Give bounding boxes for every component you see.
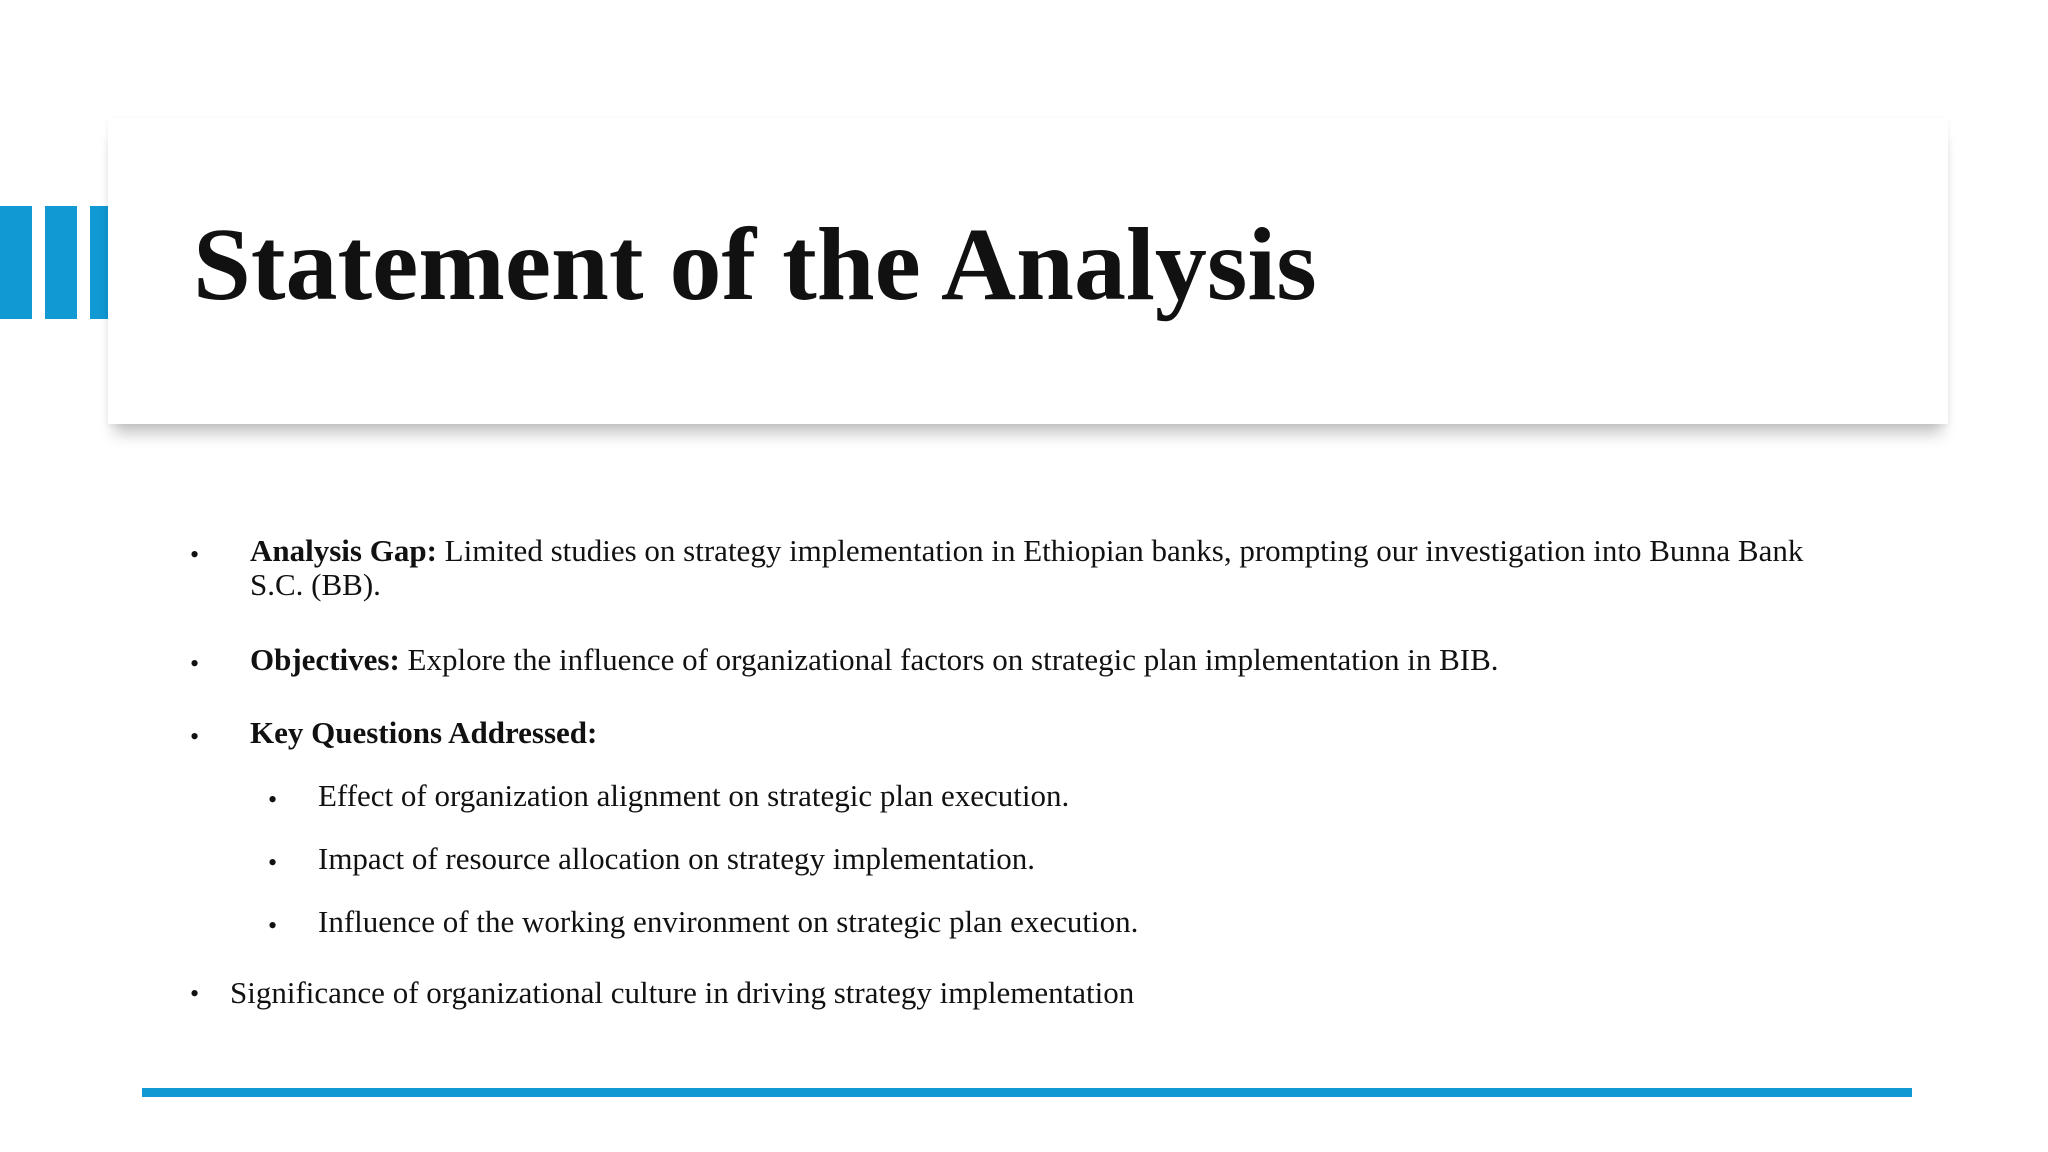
sub-bullet-text: Impact of resource allocation on strategy implementation. [318, 841, 1036, 876]
bullet-label: Analysis Gap: [250, 533, 437, 568]
bullet-text: Significance of organizational culture in driving strategy implementation [230, 975, 1135, 1010]
bullet-text [250, 534, 1810, 602]
bullet-text [250, 716, 1810, 750]
sub-bullet-text: Effect of organization alignment on strategic plan execution. [318, 778, 1070, 813]
bullet-icon: • [268, 785, 278, 814]
bullet-icon: • [268, 911, 278, 940]
slide-title: Statement of the Analysis [193, 207, 1317, 322]
bullet-icon: • [190, 979, 200, 1008]
bullet-label: Key Questions Addressed: [250, 715, 598, 750]
bullet-text [250, 643, 1810, 677]
bullet-body: Limited studies on strategy implementation in Ethiopian banks, prompting our investigation into Bunna Bank S.C. (BB). [250, 533, 1804, 602]
bullet-label: Objectives: [250, 642, 400, 677]
bullet-icon: • [268, 848, 278, 877]
bottom-divider [142, 1088, 1912, 1097]
bullet-icon: • [190, 540, 200, 569]
bullet-icon: • [190, 649, 200, 678]
bullet-body: Explore the influence of organizational factors on strategic plan implementation in BIB. [399, 642, 1499, 677]
bullet-icon: • [190, 722, 200, 751]
sub-bullet-text: Influence of the working environment on strategic plan execution. [318, 904, 1139, 939]
